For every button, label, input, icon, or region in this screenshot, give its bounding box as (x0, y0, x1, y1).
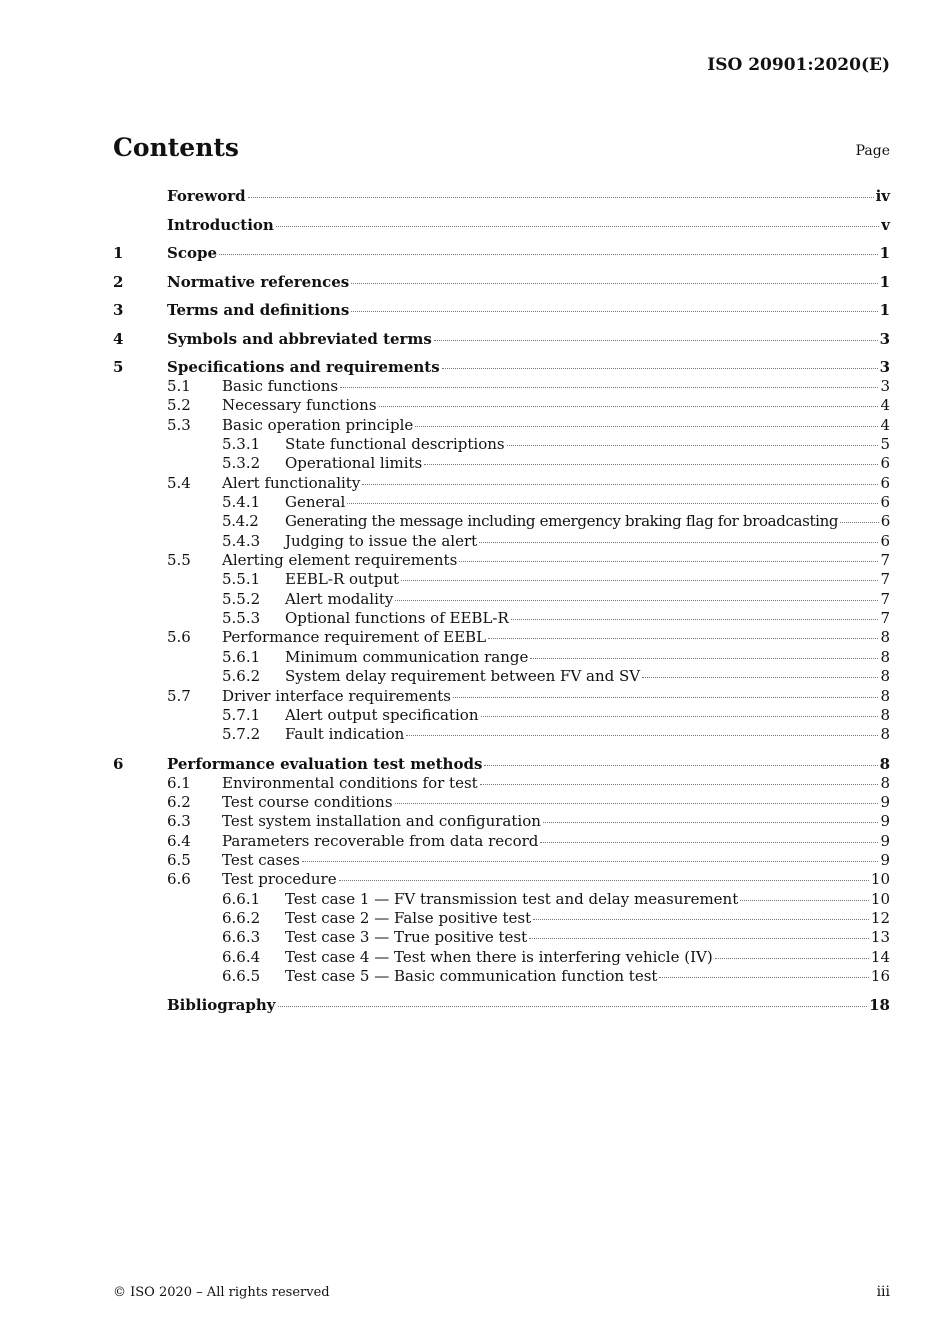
toc-entry-6-6-4[interactable] (113, 948, 890, 967)
toc-number: 6.6.3 (222, 928, 261, 947)
dot-leader (434, 340, 878, 341)
toc-page: 1 (879, 244, 890, 262)
dot-leader (276, 226, 879, 227)
toc-page: 12 (870, 908, 890, 927)
toc-number: 5.7 (167, 686, 191, 705)
toc-title: Necessary functions (222, 396, 377, 415)
toc-entry-6-1[interactable] (113, 774, 890, 793)
dot-leader (484, 765, 877, 766)
toc-number: 6.1 (167, 773, 191, 792)
dot-leader (302, 861, 879, 862)
toc-entry-5-5-3[interactable] (113, 609, 890, 628)
toc-page: 8 (880, 725, 890, 744)
toc-title: Performance requirement of EEBL (222, 628, 487, 647)
toc-entry-4[interactable] (113, 329, 890, 358)
toc-page: 4 (880, 396, 890, 415)
toc-page: 8 (880, 705, 890, 724)
toc-title: Alert functionality (222, 473, 361, 492)
toc-entry-6-4[interactable] (113, 832, 890, 851)
dot-leader (351, 283, 877, 284)
toc-page: 8 (879, 754, 890, 773)
toc-entry-6-6-2[interactable] (113, 909, 890, 928)
toc-page: 6 (880, 493, 890, 512)
toc-number: 5.3 (167, 415, 191, 434)
toc-number: 5.3.1 (222, 435, 261, 454)
toc-number: 5.4 (167, 473, 191, 492)
toc-entry-6-6-5[interactable] (113, 967, 890, 986)
toc-number: 6.6.2 (222, 908, 261, 927)
toc-title: Normative references (167, 272, 350, 291)
toc-entry-5-3-2[interactable] (113, 454, 890, 473)
toc-title: Test case 1 — FV transmission test and delay measurement (285, 889, 739, 908)
toc-title: Test cases (222, 850, 300, 869)
toc-page: 1 (879, 301, 890, 319)
dot-leader (543, 822, 879, 823)
toc-number: 5.4.2 (222, 512, 259, 531)
toc-title: General (285, 493, 346, 512)
toc-entry-6-6-3[interactable] (113, 928, 890, 947)
toc-entry-introduction[interactable] (113, 215, 890, 244)
toc-entry-5-4-1[interactable] (113, 493, 890, 512)
toc-number: 5.6 (167, 628, 191, 647)
dot-leader (339, 880, 869, 881)
toc-entry-5-5-1[interactable] (113, 570, 890, 589)
toc-title: System delay requirement between FV and SV (285, 667, 641, 686)
footer-page-number: iii (876, 1284, 890, 1300)
toc-title: Basic operation principle (222, 415, 414, 434)
footer-copyright: © ISO 2020 – All rights reserved (113, 1285, 330, 1300)
dot-leader (395, 600, 878, 601)
dot-leader (278, 1006, 868, 1007)
dot-leader (740, 900, 869, 901)
toc-page: 6 (880, 512, 890, 531)
toc-entry-foreword[interactable] (113, 186, 890, 215)
toc-title: Fault indication (285, 725, 405, 744)
toc-title: Minimum communication range (285, 647, 529, 666)
toc-entry-5-2[interactable] (113, 396, 890, 415)
toc-title: Terms and definitions (167, 301, 350, 319)
toc-page: 1 (879, 272, 890, 291)
toc-entry-5-4[interactable] (113, 474, 890, 493)
toc-page: 6 (880, 473, 890, 492)
toc-page: 14 (870, 947, 890, 966)
dot-leader (529, 938, 869, 939)
toc-number: 5.3.2 (222, 454, 261, 473)
toc-title: Driver interface requirements (222, 686, 451, 705)
toc-entry-bibliography[interactable] (113, 995, 890, 1024)
dot-leader (406, 735, 878, 736)
toc-number: 5.5 (167, 551, 191, 570)
dot-leader (715, 958, 869, 959)
dot-leader (540, 842, 878, 843)
toc-title: Scope (167, 244, 218, 262)
toc-title: Environmental conditions for test (222, 773, 478, 792)
dot-leader (219, 254, 878, 255)
dot-leader (481, 716, 879, 717)
toc-page: 8 (880, 667, 890, 686)
toc-page: 9 (880, 792, 890, 811)
toc-number: 6.6 (167, 870, 191, 889)
toc-title: Test course conditions (222, 792, 393, 811)
dot-leader (248, 197, 874, 198)
toc-entry-6-2[interactable] (113, 793, 890, 812)
toc-entry-3[interactable] (113, 300, 890, 329)
toc-title: Generating the message including emergency braking flag for broadcasting (285, 512, 839, 531)
toc-page: 8 (880, 628, 890, 647)
toc-number: 5.7.1 (222, 705, 261, 724)
dot-leader (533, 919, 869, 920)
toc-number: 6.3 (167, 812, 191, 831)
contents-title: Contents (113, 133, 240, 162)
dot-leader (840, 522, 879, 523)
toc-entry-2[interactable] (113, 272, 890, 301)
toc-number: 5 (113, 358, 124, 376)
toc-page: 3 (879, 358, 890, 376)
toc-entry-5-4-2[interactable] (113, 512, 890, 531)
dot-leader (401, 580, 878, 581)
toc-page: 5 (880, 435, 890, 454)
toc-title: Operational limits (285, 454, 423, 473)
dot-leader (340, 387, 878, 388)
toc-page: 18 (869, 996, 890, 1015)
toc-number: 5.4.3 (222, 531, 261, 550)
toc-title: Symbols and abbreviated terms (167, 329, 432, 348)
toc-title: Foreword (167, 187, 246, 205)
dot-leader (351, 311, 877, 312)
toc-entry-5-3[interactable] (113, 416, 890, 435)
toc-page: 6 (880, 531, 890, 550)
toc-title: Test case 2 — False positive test (285, 908, 532, 927)
toc-title: Alert output specification (285, 705, 479, 724)
toc-title: Test case 4 — Test when there is interfering vehicle (IV) (285, 947, 713, 966)
toc-page: 7 (880, 570, 890, 589)
toc-page: 13 (870, 928, 890, 947)
toc-number: 5.2 (167, 396, 191, 415)
toc-page: 8 (880, 686, 890, 705)
toc-title: Alert modality (285, 589, 394, 608)
toc-number: 6.2 (167, 792, 191, 811)
dot-leader (362, 484, 878, 485)
toc-entry-5-6[interactable] (113, 628, 890, 647)
toc-title: Test procedure (222, 870, 337, 889)
toc-entry-5-1[interactable] (113, 377, 890, 396)
toc-title: Bibliography (167, 996, 276, 1015)
toc-number: 5.5.2 (222, 589, 261, 608)
toc-title: Performance evaluation test methods (167, 754, 483, 773)
toc-number: 5.5.3 (222, 609, 261, 628)
toc-entry-6[interactable] (113, 754, 890, 774)
toc-page: v (881, 215, 890, 234)
toc-number: 2 (113, 272, 124, 291)
toc-entry-5-3-1[interactable] (113, 435, 890, 454)
toc-page: 8 (880, 647, 890, 666)
toc-title: Introduction (167, 215, 274, 234)
table-of-contents (113, 186, 890, 1024)
page-column-label: Page (855, 143, 890, 159)
dot-leader (488, 638, 878, 639)
toc-page: 7 (880, 589, 890, 608)
toc-page: 8 (880, 773, 890, 792)
dot-leader (347, 503, 878, 504)
toc-number: 5.6.1 (222, 647, 261, 666)
toc-number: 6.6.4 (222, 947, 261, 966)
toc-entry-5-7-2[interactable] (113, 725, 890, 744)
toc-number: 5.5.1 (222, 570, 261, 589)
toc-number: 6.6.5 (222, 966, 261, 985)
toc-page: 9 (880, 812, 890, 831)
toc-entry-1[interactable] (113, 243, 890, 272)
toc-entry-5-4-3[interactable] (113, 532, 890, 551)
dot-leader (395, 803, 879, 804)
toc-entry-6-6[interactable] (113, 870, 890, 889)
dot-leader (659, 977, 868, 978)
dot-leader (379, 406, 879, 407)
dot-leader (424, 464, 878, 465)
toc-number: 6.4 (167, 831, 191, 850)
toc-title: Specifications and requirements (167, 358, 440, 376)
toc-entry-6-5[interactable] (113, 851, 890, 870)
toc-page: 9 (880, 850, 890, 869)
dot-leader (453, 697, 878, 698)
toc-entry-5-7-1[interactable] (113, 706, 890, 725)
toc-number: 6.5 (167, 850, 191, 869)
toc-entry-5-6-1[interactable] (113, 648, 890, 667)
dot-leader (479, 542, 878, 543)
toc-page: 3 (880, 377, 890, 395)
toc-entry-5-6-2[interactable] (113, 667, 890, 686)
toc-number: 4 (113, 329, 124, 348)
toc-number: 3 (113, 301, 124, 319)
toc-entry-5-5[interactable] (113, 551, 890, 570)
toc-number: 1 (113, 244, 124, 262)
toc-number: 5.6.2 (222, 667, 261, 686)
document-id: ISO 20901:2020(E) (707, 55, 890, 75)
toc-title: Parameters recoverable from data record (222, 831, 539, 850)
dot-leader (507, 445, 879, 446)
dot-leader (530, 658, 878, 659)
dot-leader (511, 619, 879, 620)
toc-page: 3 (879, 329, 890, 348)
toc-title: EEBL-R output (285, 570, 400, 589)
dot-leader (442, 368, 878, 369)
toc-title: Optional functions of EEBL-R (285, 609, 509, 628)
toc-title: Test case 3 — True positive test (285, 928, 528, 947)
toc-entry-5-5-2[interactable] (113, 590, 890, 609)
toc-number: 5.7.2 (222, 725, 261, 744)
toc-page: 10 (870, 870, 890, 889)
toc-title: Basic functions (222, 377, 339, 395)
toc-title: Test case 5 — Basic communication function test (285, 966, 658, 985)
dot-leader (642, 677, 878, 678)
toc-page: iv (875, 187, 890, 205)
toc-title: Alerting element requirements (222, 551, 458, 570)
toc-entry-5[interactable] (113, 357, 890, 377)
toc-title: Judging to issue the alert (285, 531, 478, 550)
toc-entry-5-7[interactable] (113, 687, 890, 706)
toc-entry-6-6-1[interactable] (113, 890, 890, 909)
toc-page: 16 (870, 966, 890, 985)
toc-entry-6-3[interactable] (113, 812, 890, 831)
toc-page: 7 (880, 609, 890, 628)
toc-page: 6 (880, 454, 890, 473)
toc-number: 5.1 (167, 377, 191, 395)
toc-number: 6.6.1 (222, 889, 261, 908)
toc-number: 6 (113, 754, 124, 773)
dot-leader (415, 426, 878, 427)
toc-page: 4 (880, 415, 890, 434)
toc-page: 7 (880, 551, 890, 570)
toc-number: 5.4.1 (222, 493, 261, 512)
dot-leader (480, 784, 879, 785)
toc-title: State functional descriptions (285, 435, 505, 454)
toc-page: 10 (870, 889, 890, 908)
dot-leader (459, 561, 878, 562)
toc-title: Test system installation and configuration (222, 812, 541, 831)
toc-page: 9 (880, 831, 890, 850)
